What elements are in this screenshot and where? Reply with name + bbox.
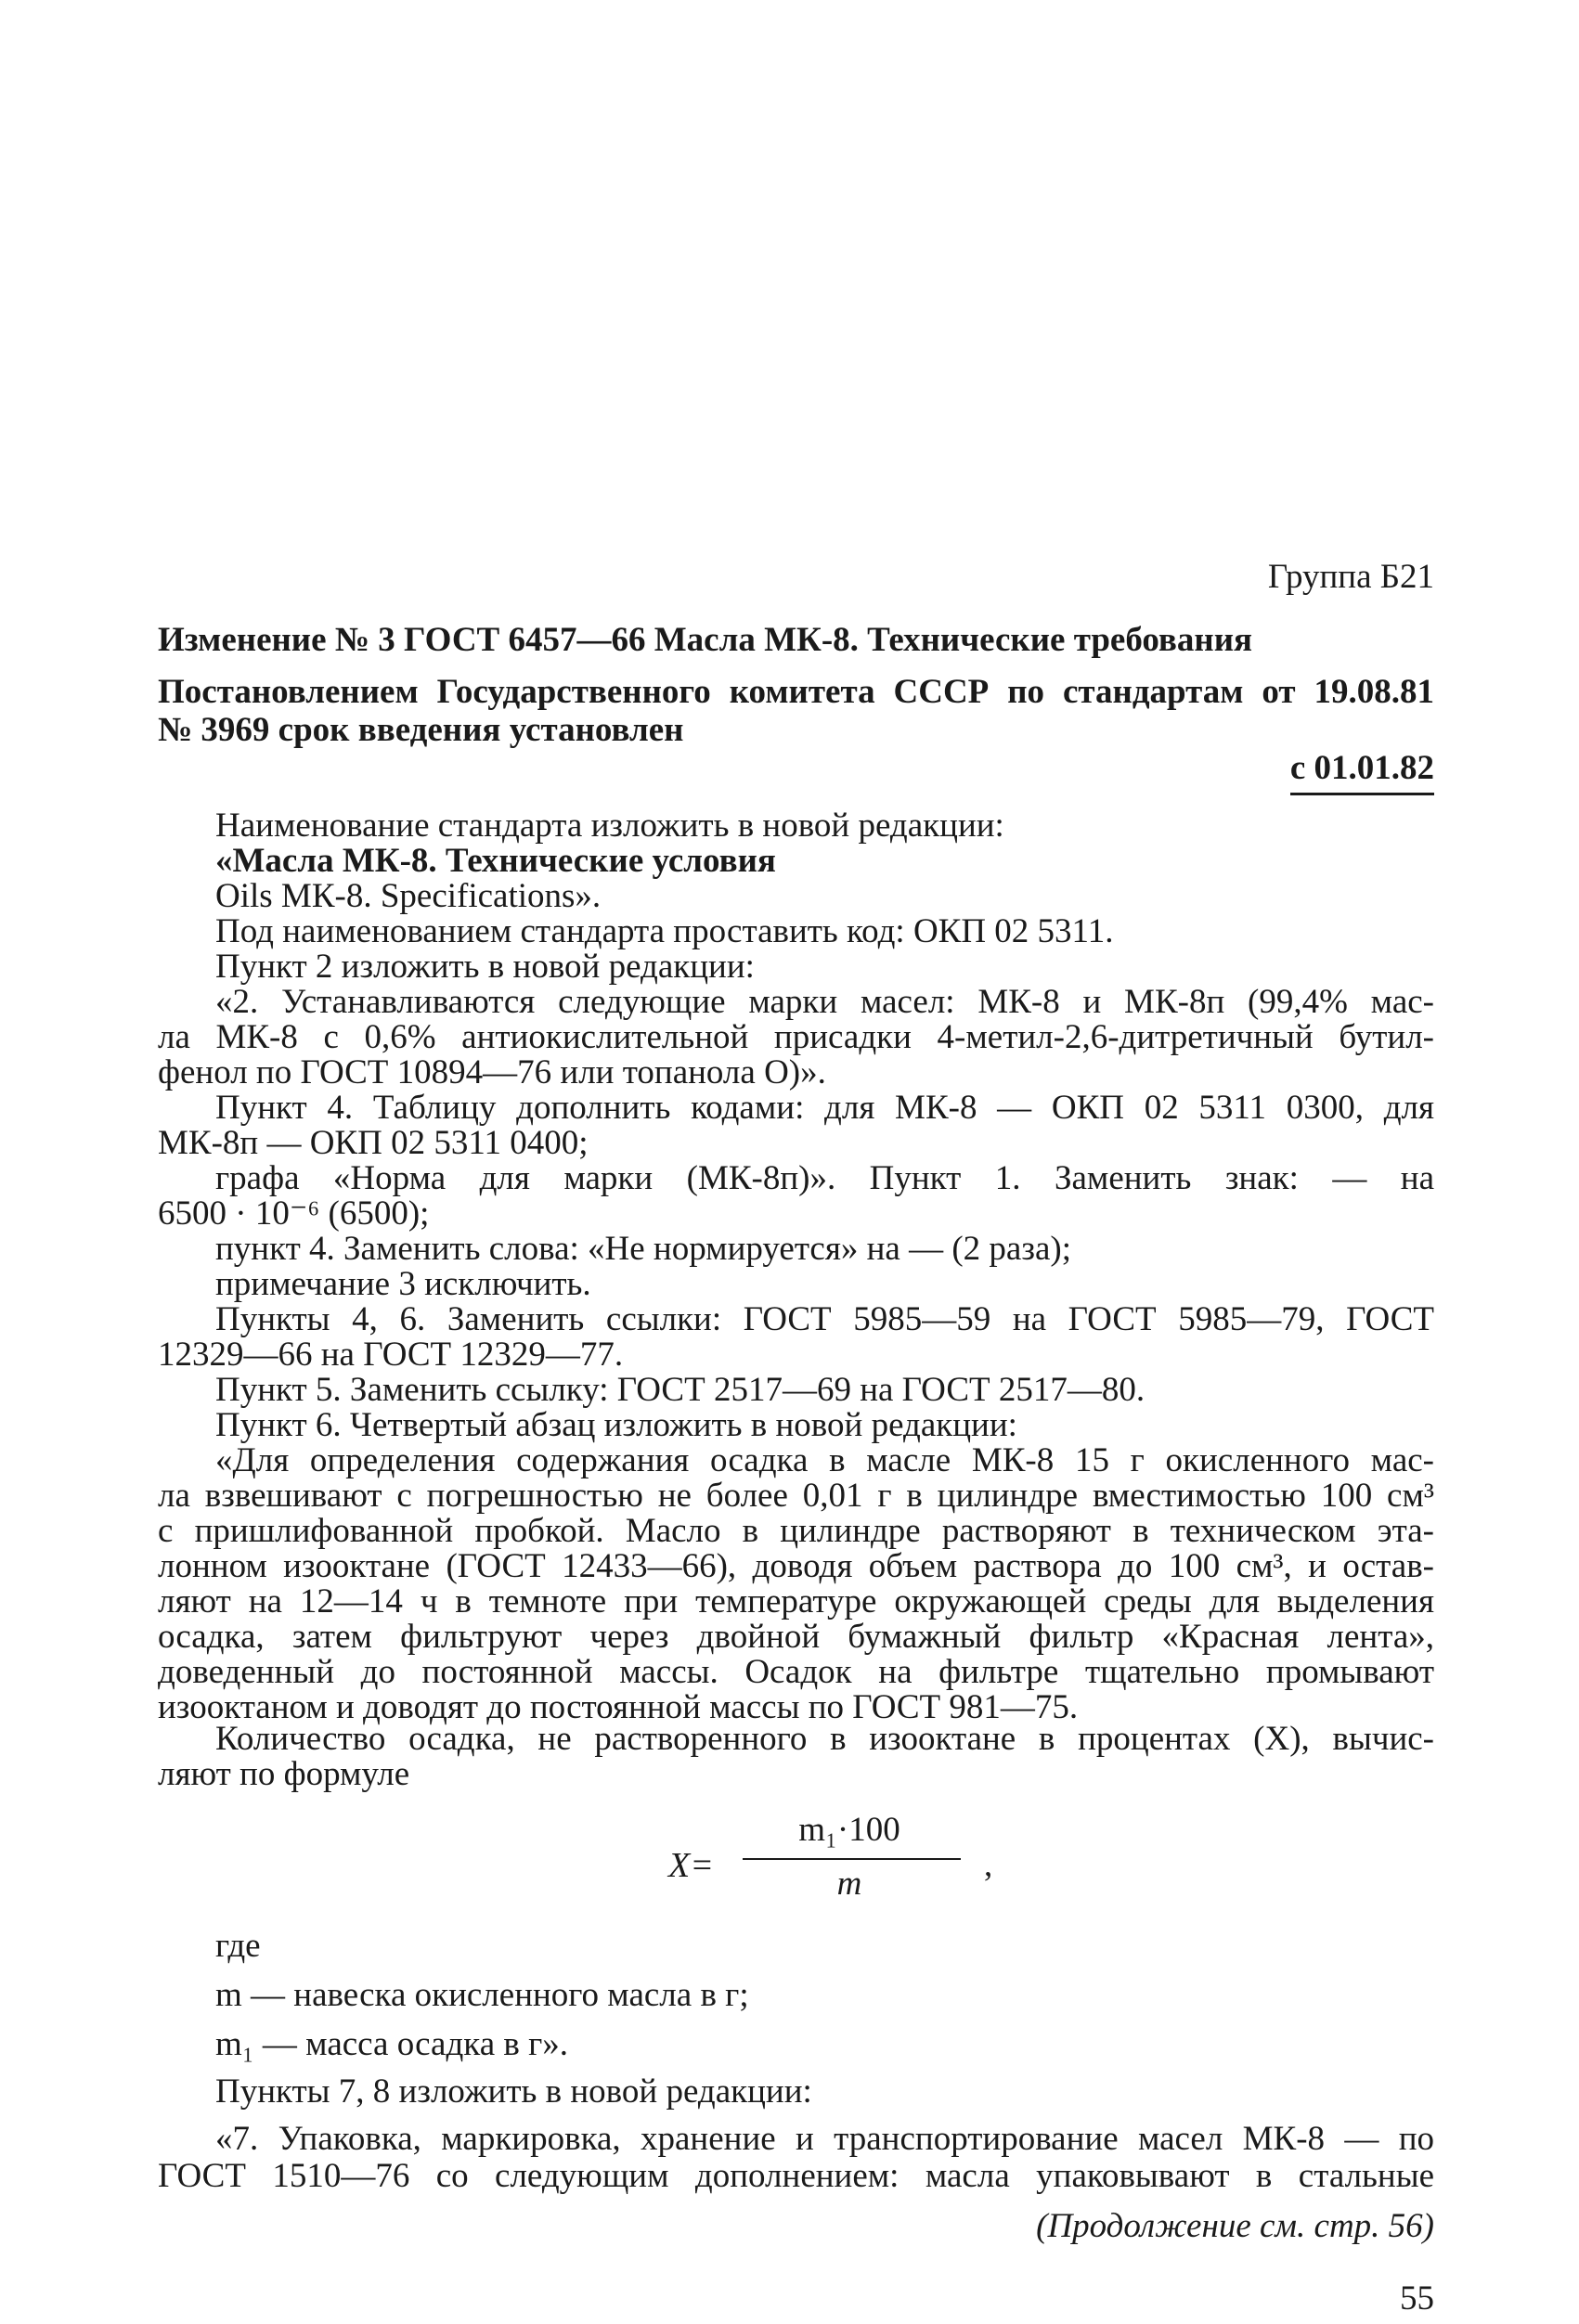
body-line: фенол по ГОСТ 10894—76 или топанола О)».	[158, 1053, 826, 1091]
body-line: ГОСТ 1510—76 со следующим дополнением: масла упаковывают в стальные	[158, 2157, 1434, 2195]
body-line: ляют по формуле	[158, 1755, 410, 1793]
body-line: с пришлифованной пробкой. Масло в цилиндре растворяют в техническом эта-	[158, 1512, 1434, 1550]
legend-where: где	[215, 1927, 261, 1965]
body-line: 12329—66 на ГОСТ 12329—77.	[158, 1336, 624, 1374]
body-line: «Масла МК-8. Технические условия	[215, 842, 776, 880]
formula-lhs: X=	[668, 1846, 714, 1885]
body-line: примечание 3 исключить.	[215, 1265, 591, 1303]
body-line: МК-8п — ОКП 02 5311 0400;	[158, 1124, 589, 1162]
body-line: Пункт 6. Четвертый абзац изложить в новой редакции:	[215, 1406, 1017, 1444]
formula	[668, 1810, 993, 1912]
decree-line-1: Постановлением Государственного комитета СССР по стандартам от 19.08.81	[158, 673, 1434, 711]
legend-m1: m₁ — масса осадка в г».	[215, 2025, 569, 2063]
body-line: «Для определения содержания осадка в масле МК-8 15 г окисленного мас-	[215, 1441, 1434, 1479]
body-line: Под наименованием стандарта проставить код: ОКП 02 5311.	[215, 912, 1114, 950]
body-line: ла МК-8 с 0,6% антиокислительной присадки 4-метил-2,6-дитретичный бутил-	[158, 1018, 1434, 1056]
body-line: Пункт 5. Заменить ссылку: ГОСТ 2517—69 на ГОСТ 2517—80.	[215, 1371, 1145, 1409]
body-line: Oils МК-8. Specifications».	[215, 877, 602, 915]
continuation-note: (Продолжение см. стр. 56)	[1036, 2207, 1434, 2245]
effective-date-text: с 01.01.82	[1290, 748, 1434, 795]
body-line: «2. Устанавливаются следующие марки масел: МК-8 и МК-8п (99,4% мас-	[215, 983, 1434, 1021]
body-line: ляют на 12—14 ч в темноте при температуре окружающей среды для выделения	[158, 1582, 1434, 1620]
body-line: «7. Упаковка, маркировка, хранение и транспортирование масел МК-8 — по	[215, 2120, 1434, 2158]
body-line: Пункты 4, 6. Заменить ссылки: ГОСТ 5985—59 на ГОСТ 5985—79, ГОСТ	[215, 1300, 1434, 1338]
fraction-bar	[743, 1858, 961, 1860]
group-code: Группа Б21	[1267, 558, 1434, 596]
body-line: Наименование стандарта изложить в новой редакции:	[215, 807, 1004, 845]
body-line: Пункты 7, 8 изложить в новой редакции:	[215, 2072, 812, 2111]
effective-date	[158, 748, 1434, 795]
page-number: 55	[1400, 2279, 1434, 2318]
body-line: ла взвешивают с погрешностью не более 0,01 г в цилиндре вместимостью 100 см³	[158, 1477, 1434, 1515]
body-line: Пункт 2 изложить в новой редакции:	[215, 948, 755, 986]
body-line: изооктаном и доводят до постоянной массы по ГОСТ 981—75.	[158, 1688, 1079, 1726]
body-line: лонном изооктане (ГОСТ 12433—66), доводя объем раствора до 100 см³, и остав-	[158, 1547, 1434, 1585]
legend-m: m — навеска окисленного масла в г;	[215, 1976, 749, 2014]
body-line: осадка, затем фильтруют через двойной бумажный фильтр «Красная лента»,	[158, 1618, 1434, 1656]
formula-denominator: m	[836, 1865, 862, 1903]
body-line: 6500 · 10⁻⁶ (6500);	[158, 1194, 430, 1233]
body-line: Пункт 4. Таблицу дополнить кодами: для МК-8 — ОКП 02 5311 0300, для	[215, 1089, 1434, 1127]
decree-line-2: № 3969 срок введения установлен	[158, 711, 684, 749]
body-line: пункт 4. Заменить слова: «Не нормируется» на — (2 раза);	[215, 1230, 1071, 1268]
body-line: графа «Норма для марки (МК-8п)». Пункт 1. Заменить знак: — на	[215, 1159, 1434, 1197]
amendment-title: Изменение № 3 ГОСТ 6457—66 Масла МК-8. Технические требования	[158, 621, 1253, 659]
formula-comma: ,	[984, 1846, 993, 1884]
formula-numerator: m₁·100	[798, 1811, 900, 1849]
body-line: Количество осадка, не растворенного в изооктане в процентах (X), вычис-	[215, 1720, 1434, 1758]
body-line: доведенный до постоянной массы. Осадок на фильтре тщательно промывают	[158, 1653, 1434, 1691]
